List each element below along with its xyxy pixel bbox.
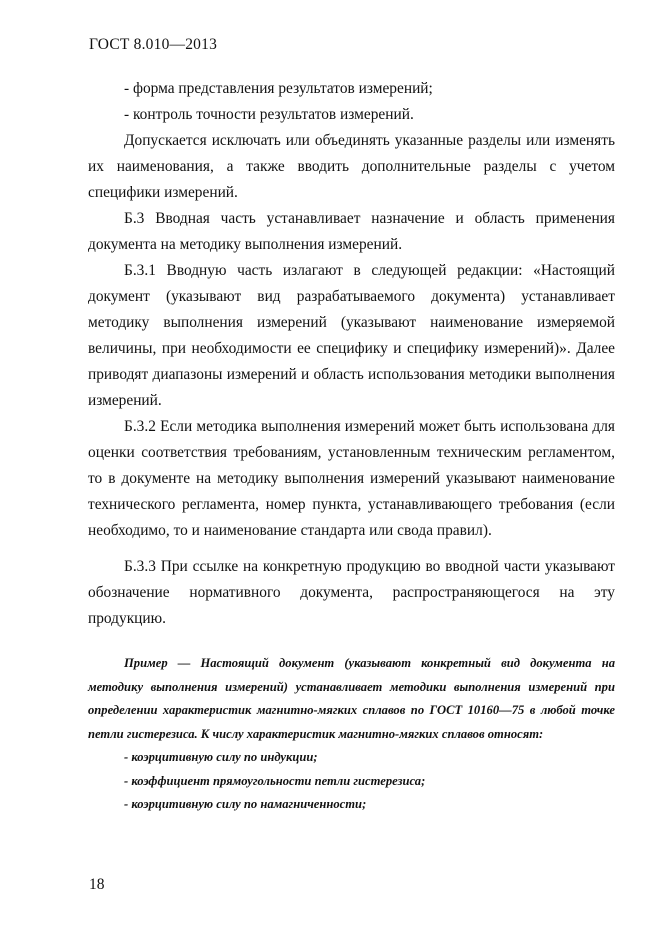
document-header: ГОСТ 8.010—2013 <box>89 36 218 53</box>
example-lead: Пример — Настоящий документ (указывают конкретный вид документа на методику выполнения измерений) устанавливает методики выполнения измерений при определении характеристик магнитно-мягких сплавов по ГОСТ 10160—75 в любой точке петли гистерезиса. К числу характеристик магнитно-мягких сплавов относят: <box>88 656 615 741</box>
page-content <box>88 76 615 817</box>
paragraph-b3-3: Б.3.3 При ссылке на конкретную продукцию во вводной части указывают обозначение нормативного документа, распространяющегося на эту продукцию. <box>88 558 615 627</box>
example-item-coercive-induction: - коэрцитивную силу по индукции; <box>124 750 318 764</box>
paragraph-b3: Б.3 Вводная часть устанавливает назначение и область применения документа на методику выполнения измерений. <box>88 210 615 253</box>
example-item-coercive-magnetization: - коэрцитивную силу по намагниченности; <box>124 797 367 811</box>
list-item-result-form: - форма представления результатов измерений; <box>124 80 433 97</box>
example-item-rectangularity: - коэффициент прямоугольности петли гистерезиса; <box>124 773 426 788</box>
list-item-accuracy-control: - контроль точности результатов измерений. <box>124 106 414 123</box>
example-block <box>88 652 615 817</box>
paragraph-allowed-changes: Допускается исключать или объединять указанные разделы или изменять их наименования, а также вводить дополнительные разделы с учетом специфики измерений. <box>88 132 615 201</box>
page-number: 18 <box>89 876 105 893</box>
paragraph-b3-1: Б.3.1 Вводную часть излагают в следующей редакции: «Настоящий документ (указывают вид разрабатываемого документа) устанавливает методику выполнения измерений (указывают наименование измеряемой величины, при необходимости ее специфику и специфику измерений)». Далее приводят диапазоны измерений и область использования методики выполнения измерений. <box>88 262 615 409</box>
paragraph-b3-2: Б.3.2 Если методика выполнения измерений может быть использована для оценки соответствия требованиям, установленным техническим регламентом, то в документе на методику выполнения измерений указывают наименование технического регламента, номер пункта, устанавливающего требования (если необходимо, то и наименование стандарта или свода правил). <box>88 418 615 539</box>
paragraph-gap <box>88 544 615 554</box>
